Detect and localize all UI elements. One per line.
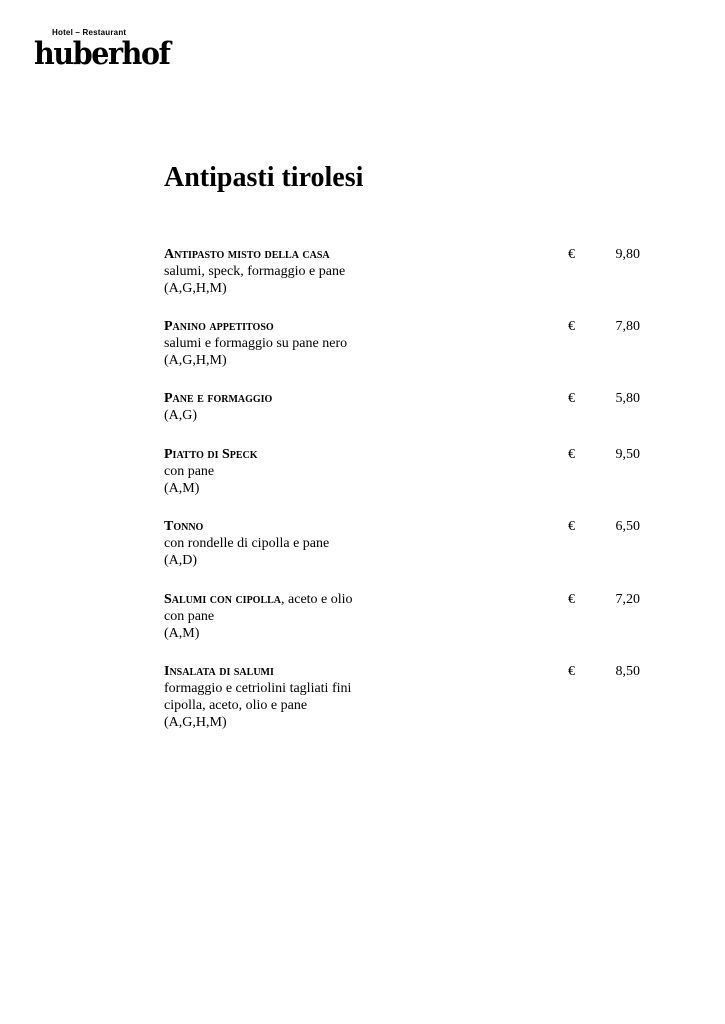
menu-item (164, 663, 644, 731)
item-name: Pane e formaggio (164, 391, 273, 406)
menu-item (164, 390, 644, 424)
item-description: salumi, speck, formaggio e pane (164, 264, 346, 279)
item-description: cipolla, aceto, olio e pane (164, 698, 308, 713)
item-description: formaggio e cetriolini tagliati fini (164, 681, 352, 696)
item-price: 9,80 (615, 247, 640, 262)
item-allergens: (A,G) (164, 408, 198, 423)
item-description: con rondelle di cipolla e pane (164, 536, 330, 551)
menu-item (164, 518, 644, 569)
item-name: Panino appetitoso (164, 319, 274, 334)
item-price: 6,50 (615, 519, 640, 534)
item-name: Tonno (164, 519, 204, 534)
item-allergens: (A,G,H,M) (164, 281, 227, 296)
menu-item (164, 446, 644, 497)
currency-symbol: € (568, 247, 575, 262)
item-price: 5,80 (615, 391, 640, 406)
item-description: con pane (164, 609, 215, 624)
logo-subtitle: Hotel – Restaurant (52, 28, 127, 37)
currency-symbol: € (568, 592, 575, 607)
item-price: 9,50 (615, 447, 640, 462)
currency-symbol: € (568, 447, 575, 462)
menu-item (164, 246, 644, 297)
item-price: 7,80 (615, 319, 640, 334)
item-name: Insalata di salumi (164, 664, 274, 679)
restaurant-logo (34, 28, 170, 72)
menu-title: Antipasti tirolesi (164, 162, 364, 193)
item-name: Piatto di Speck (164, 447, 258, 462)
menu-items-list (164, 246, 644, 731)
currency-symbol: € (568, 664, 575, 679)
item-allergens: (A,G,H,M) (164, 353, 227, 368)
item-description: con pane (164, 464, 215, 479)
item-allergens: (A,M) (164, 481, 200, 496)
item-allergens: (A,D) (164, 553, 198, 568)
item-price: 8,50 (615, 664, 640, 679)
menu-item (164, 318, 644, 369)
menu-item (164, 591, 644, 642)
item-description: salumi e formaggio su pane nero (164, 336, 348, 351)
currency-symbol: € (568, 519, 575, 534)
currency-symbol: € (568, 319, 575, 334)
item-allergens: (A,M) (164, 626, 200, 641)
item-allergens: (A,G,H,M) (164, 715, 227, 730)
item-name: Salumi con cipolla, aceto e olio (164, 592, 353, 607)
item-name: Antipasto misto della casa (164, 247, 330, 262)
item-price: 7,20 (615, 592, 640, 607)
currency-symbol: € (568, 391, 575, 406)
logo-name: huberhof (34, 36, 170, 72)
